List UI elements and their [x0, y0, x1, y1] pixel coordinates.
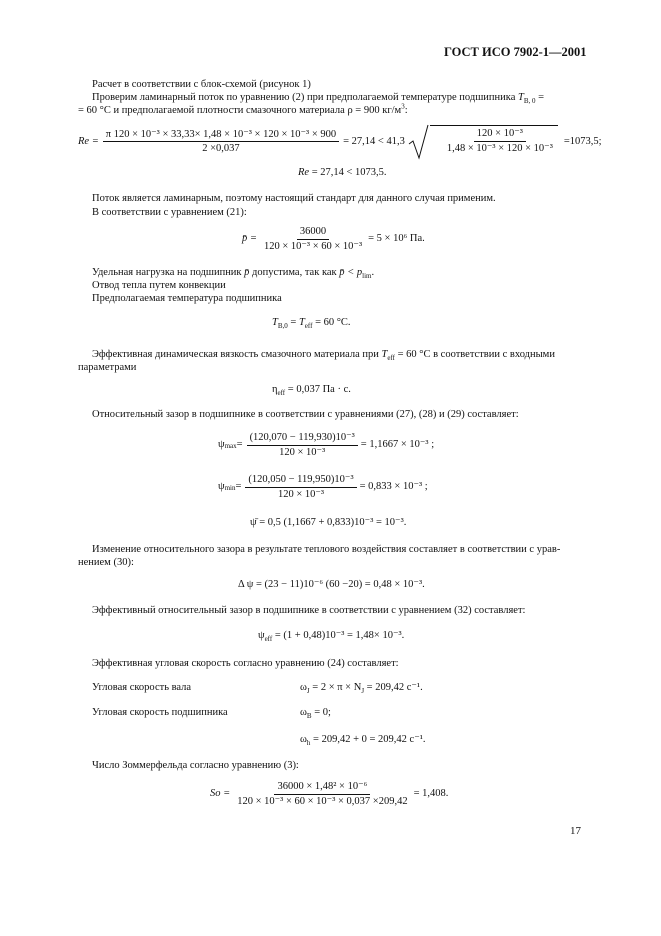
intro-line-3: = 60 °С и предполагаемой плотности смазочного материала ρ = 900 $кг/м^3$: [78, 102, 408, 116]
re-lhs: Re = [78, 135, 99, 147]
specific-load-equation: p̄ = $\frac{36000}{\text{120 × 10⁻³ × 60 × 10⁻³}}$ = 5 × 10⁶ Па. [242, 226, 425, 252]
sommerfeld-equation: So = $\frac{\text{36000 × 1,48² × 10⁻⁶}}{\text{120 × 10⁻³ × 60 × 10⁻³ × 0,037 ×209,42}}$ = 1,408. [210, 781, 449, 807]
viscosity-equation: $\eta_{eff} = 0,037$ Па · с. [272, 384, 351, 398]
sommerfeld-line-1: Число Зоммерфельда согласно уравнению (3): [92, 760, 299, 771]
omega-h-equation: $\omega_h = 209,42 + 0 = 209,42$ c⁻¹. [300, 734, 426, 748]
psi-min-equation: ψ min = $\frac{\text{(120,050 − 119,950)10⁻³}}{\text{120 × 10⁻³}}$ = 0,833 × 10⁻³ ; [218, 474, 428, 500]
load-line-1: Удельная нагрузка на подшипник p̄ допустима, так как p̄ < $p_{lim}$. [92, 267, 375, 281]
effclear-equation: $\psi_{eff} = (1 + 0,48)10^{-3} = 1,48\times 10^{-3}$. [258, 630, 405, 644]
omega-line-1: Эффективная угловая скорость согласно уравнению (24) составляет: [92, 658, 399, 669]
reynolds-equation: Re = $\frac{\text{π 120 × 10⁻³ × 33,33× 1,48 × 10⁻³ × 120 × 10⁻³ × 900}}{2 \times 0,037}$ = 27,14 < 41,3 $\frac{\text{120 × 10⁻³}}{\text{1,48 × 10⁻³ × 120 × 10⁻³}}$ =1073,5; [78, 124, 602, 160]
temperature-equation: $T_{B,0} = T_{eff} = 60$ °С. [272, 317, 351, 331]
intro-line-1: Расчет в соответствии с блок-схемой (рисунок 1) [92, 79, 311, 90]
thermal-line-2: нением (30): [78, 557, 134, 568]
psi-mean-equation: ψ̄ = 0,5 (1,1667 + 0,833)10⁻³ = 10⁻³. [250, 517, 407, 528]
omega-bearing-label: Угловая скорость подшипника [92, 707, 228, 718]
omega-bearing-equation: $\omega_B = 0$; [300, 707, 331, 721]
effclear-line-1: Эффективный относительный зазор в подшипнике в соответствии с уравнением (32) составляет: [92, 605, 526, 616]
sqrt-expression: $\frac{\text{120 × 10⁻³}}{\text{1,48 × 10⁻³ × 120 × 10⁻³}}$ [408, 124, 558, 160]
page-number: 17 [570, 825, 581, 837]
thermal-equation: Δ ψ = (23 − 11)10⁻⁶ (60 −20) = 0,48 × 10⁻³. [238, 579, 425, 590]
psi-max-equation: ψ max = $\frac{\text{(120,070 − 119,930)10⁻³}}{\text{120 × 10⁻³}}$ = 1,1667 × 10⁻³ ; [218, 432, 435, 458]
omega-shaft-label: Угловая скорость вала [92, 682, 192, 693]
clearance-line-1: Относительный зазор в подшипнике в соответствии с уравнениями (27), (28) и (29) составляет: [92, 409, 519, 420]
thermal-line-1: Изменение относительного зазора в результате теплового воздействия составляет в соответствии с урав- [92, 544, 561, 555]
intro-line-2: Проверим ламинарный поток по уравнению (2) при предполагаемой температуре подшипника $T_{B, 0}$ = [92, 92, 545, 106]
re-comparison: Re = 27,14 < 1073,5. [298, 167, 387, 178]
sqrt-sign-icon [408, 124, 430, 160]
flow-line-1: Поток является ламинарным, поэтому настоящий стандарт для данного случая применим. [92, 193, 496, 204]
load-line-3: Предполагаемая температура подшипника [92, 293, 282, 304]
viscosity-line-2: параметрами [78, 362, 137, 373]
omega-shaft-equation: $\omega_J = 2 \times \pi \times N_J = 209,42$ c⁻¹. [300, 682, 423, 696]
re-fraction: $\frac{\text{π 120 × 10⁻³ × 33,33× 1,48 × 10⁻³ × 120 × 10⁻³ × 900}}{2 \times 0,037}$ [103, 130, 339, 155]
document-header: ГОСТ ИСО 7902-1—2001 [444, 45, 587, 59]
load-line-2: Отвод тепла путем конвекции [92, 280, 226, 291]
flow-line-2: В соответствии с уравнением (21): [92, 207, 247, 218]
viscosity-line-1: Эффективная динамическая вязкость смазочного материала при $T_{eff} = 60$ °С в соответствии с входными [92, 349, 555, 363]
